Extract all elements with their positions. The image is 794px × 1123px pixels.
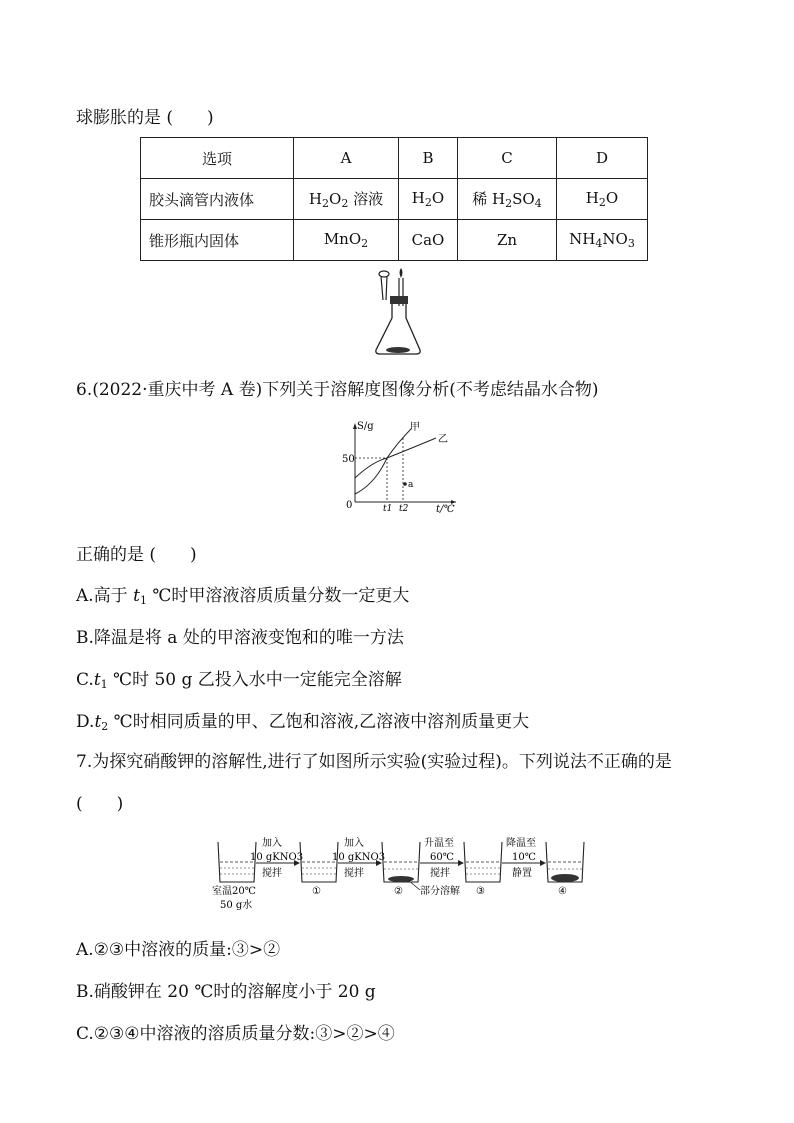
curve-jia-label: 甲: [410, 422, 420, 433]
step4-top: 降温至: [506, 838, 536, 849]
table-cell: $H_2O_2$ 溶液: [294, 179, 399, 220]
step4-bottom: 静置: [512, 868, 532, 879]
beaker-2: [382, 842, 420, 882]
table-header-cell: C: [458, 138, 557, 179]
table-row-label: 胶头滴管内液体: [141, 179, 294, 220]
table-cell: CaO: [399, 220, 458, 261]
table-cell: 稀 $H_2SO_4$: [458, 179, 557, 220]
table-row: [141, 220, 648, 261]
x-axis-label: t/℃: [436, 504, 455, 515]
step1-mid: 10 gKNO3: [250, 852, 304, 863]
table-cell: Zn: [458, 220, 557, 261]
step3-top: 升温至: [424, 838, 454, 849]
kno3-experiment-diagram: [210, 832, 590, 914]
q6-option-a: A.高于 $t_1$ ℃时甲溶液溶质质量分数一定更大: [76, 586, 410, 607]
table-cell: $H_2O$: [399, 179, 458, 220]
table-header-cell: D: [557, 138, 648, 179]
flask-apparatus-figure: [370, 266, 426, 356]
beaker-label-4: ④: [558, 886, 567, 897]
step2-bottom: 搅拌: [344, 868, 364, 879]
q6-stem-continued: 正确的是 ( ): [76, 545, 197, 565]
step3-bottom: 搅拌: [430, 868, 450, 879]
start-label-temp: 室温20℃: [212, 886, 256, 897]
q6-stem: 6.(2022·重庆中考 A 卷)下列关于溶解度图像分析(不考虑结晶水合物): [76, 380, 599, 400]
point-a-label: a: [408, 480, 414, 490]
q7-option-b: B.硝酸钾在 20 ℃时的溶解度小于 20 g: [76, 982, 376, 1002]
step1-bottom: 搅拌: [262, 868, 282, 879]
table-cell: $H_2O$: [557, 179, 648, 220]
solubility-curve-graph: [340, 418, 460, 518]
beaker-label-2: ②: [394, 886, 403, 897]
step2-top: 加入: [344, 838, 364, 849]
table-header-cell: B: [399, 138, 458, 179]
q6-option-d: $D.t_2$ ℃时相同质量的甲、乙饱和溶液,乙溶液中溶剂质量更大: [76, 712, 530, 733]
beaker-label-3: ③: [476, 886, 485, 897]
partial-dissolve-note: 部分溶解: [420, 886, 460, 897]
beaker-3: [464, 842, 502, 882]
q6-option-c: $C.t_1$ ℃时 50 g 乙投入水中一定能完全溶解: [76, 670, 402, 691]
step3-mid: 60℃: [430, 852, 454, 863]
origin-label: 0: [346, 500, 353, 511]
beaker-4: [546, 842, 584, 882]
start-label-water: 50 g水: [220, 900, 253, 911]
y-axis-label: S/g: [357, 421, 374, 432]
q7-option-c: C.②③④中溶液的溶质质量分数:③>②>④: [76, 1024, 395, 1044]
q7-paren: ( ): [76, 794, 124, 814]
step4-mid: 10℃: [512, 852, 536, 863]
beaker-label-1: ①: [312, 886, 321, 897]
step2-mid: 10 gKNO3: [332, 852, 386, 863]
table-header-cell: 选项: [141, 138, 294, 179]
y-tick-label: 50: [342, 454, 355, 465]
q6-option-b: B.降温是将 a 处的甲溶液变饱和的唯一方法: [76, 628, 404, 648]
step1-top: 加入: [262, 838, 282, 849]
curve-yi-label: 乙: [438, 434, 448, 445]
table-cell: $NH_4NO_3$: [557, 220, 648, 261]
table-row: [141, 179, 648, 220]
q7-option-a: A.②③中溶液的质量:③>②: [76, 940, 281, 960]
table-header-row: [141, 138, 648, 179]
options-table: [140, 137, 648, 261]
table-cell: MnO$_2$: [294, 220, 399, 261]
q7-stem: 7.为探究硝酸钾的溶解性,进行了如图所示实验(实验过程)。下列说法不正确的是: [76, 752, 672, 772]
q5-stem-tail: 球膨胀的是 ( ): [76, 108, 214, 128]
x-tick-t2: t2: [399, 504, 409, 514]
table-row-label: 锥形瓶内固体: [141, 220, 294, 261]
x-tick-t1: t1: [383, 504, 393, 514]
table-header-cell: A: [294, 138, 399, 179]
